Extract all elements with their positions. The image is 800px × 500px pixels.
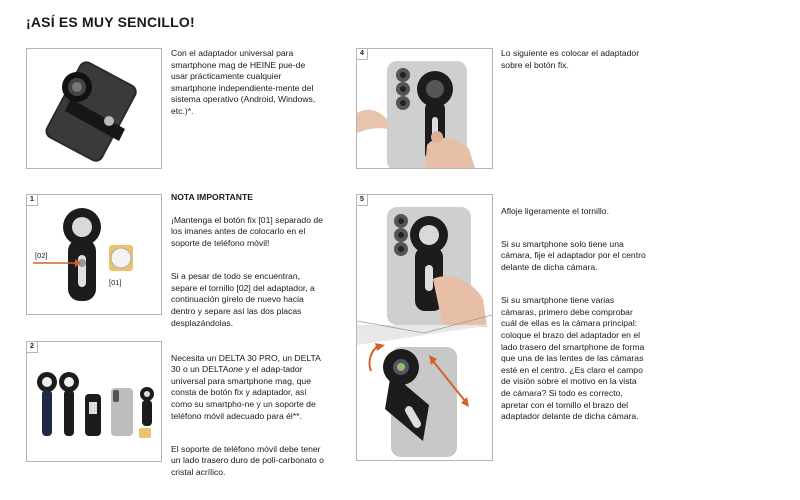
step-number: 5 [357, 195, 368, 206]
page-title: ¡ASÍ ES MUY SENCILLO! [26, 14, 195, 30]
step-number: 2 [27, 342, 38, 353]
required-components-illustration [27, 342, 161, 461]
step2-paragraph-1 [171, 353, 327, 423]
step-number: 1 [27, 195, 38, 206]
step2-image-box [26, 341, 162, 462]
step2-text-part-b: one [228, 364, 243, 375]
step2-text-part-a: Necesita un DELTA 30 PRO, un DELTA 30 o un DELTA [171, 352, 321, 375]
intro-text: Con el adaptador universal para smartphone mag de HEINE pue-de usar prácticamente cualquier smartphone independiente-mente del sistema operativo (Android, Windows, etc.)*. [171, 48, 316, 116]
phone-with-adapter-illustration [27, 49, 161, 168]
step5-paragraph-3: Si su smartphone tiene varias cámaras, primero debe comprobar cuál de ellas es la cámara principal: coloque el brazo del adaptador en el lado trasero del smartphone de forma que una de las lentes de las cámaras esté en el centro. ¿Es claro el campo de visión sobre el motivo en la vista de cámara? Si todo es correcto, apretar con el tornillo el brazo del adaptador delante de dicha cámara. [501, 295, 645, 422]
note-paragraph-2: Si a pesar de todo se encuentran, separe el tornillo [02] del adaptador, a continuación gírelo de nuevo hacia dentro y separe así las dos placas desplazándolas. [171, 271, 315, 328]
step4-text: Lo siguiente es colocar el adaptador sobre el botón fix. [501, 48, 640, 70]
step5-paragraph-1: Afloje ligeramente el tornillo. [501, 205, 609, 216]
hands-placing-adapter-illustration [357, 49, 492, 168]
note-paragraph-1: ¡Mantenga el botón fix [01] separado de los imanes antes de colocarlo en el soporte de teléfono móvil! [171, 214, 323, 248]
adapter-on-phone-camera-illustration [357, 195, 492, 460]
step4-image-box [356, 48, 493, 169]
step5-image-box [356, 194, 493, 461]
step5-text [501, 194, 647, 444]
label-02: [02] [35, 251, 48, 260]
step-number: 4 [357, 49, 368, 60]
step5-paragraph-2: Si su smartphone solo tiene una cámara, fije el adaptador por el centro delante de dicha cámara. [501, 238, 646, 272]
step2-paragraph-2: El soporte de teléfono móvil debe tener un lado trasero duro de poli-carbonato o cristal acrílico. [171, 443, 324, 477]
step1-image-box [26, 194, 162, 315]
label-01: [01] [109, 278, 122, 287]
note-heading: NOTA IMPORTANTE [171, 191, 253, 202]
step2-text [171, 341, 327, 500]
important-note [171, 180, 327, 351]
intro-image-box [26, 48, 162, 169]
adapter-and-fix-button-illustration [27, 195, 161, 314]
step2-text-part-c: y el adap-tador universal para smartphone mag, que consta de botón fix y adaptador, así como su smartpho-ne y un soporte de teléfono móvil adecuado para él**. [171, 364, 316, 421]
